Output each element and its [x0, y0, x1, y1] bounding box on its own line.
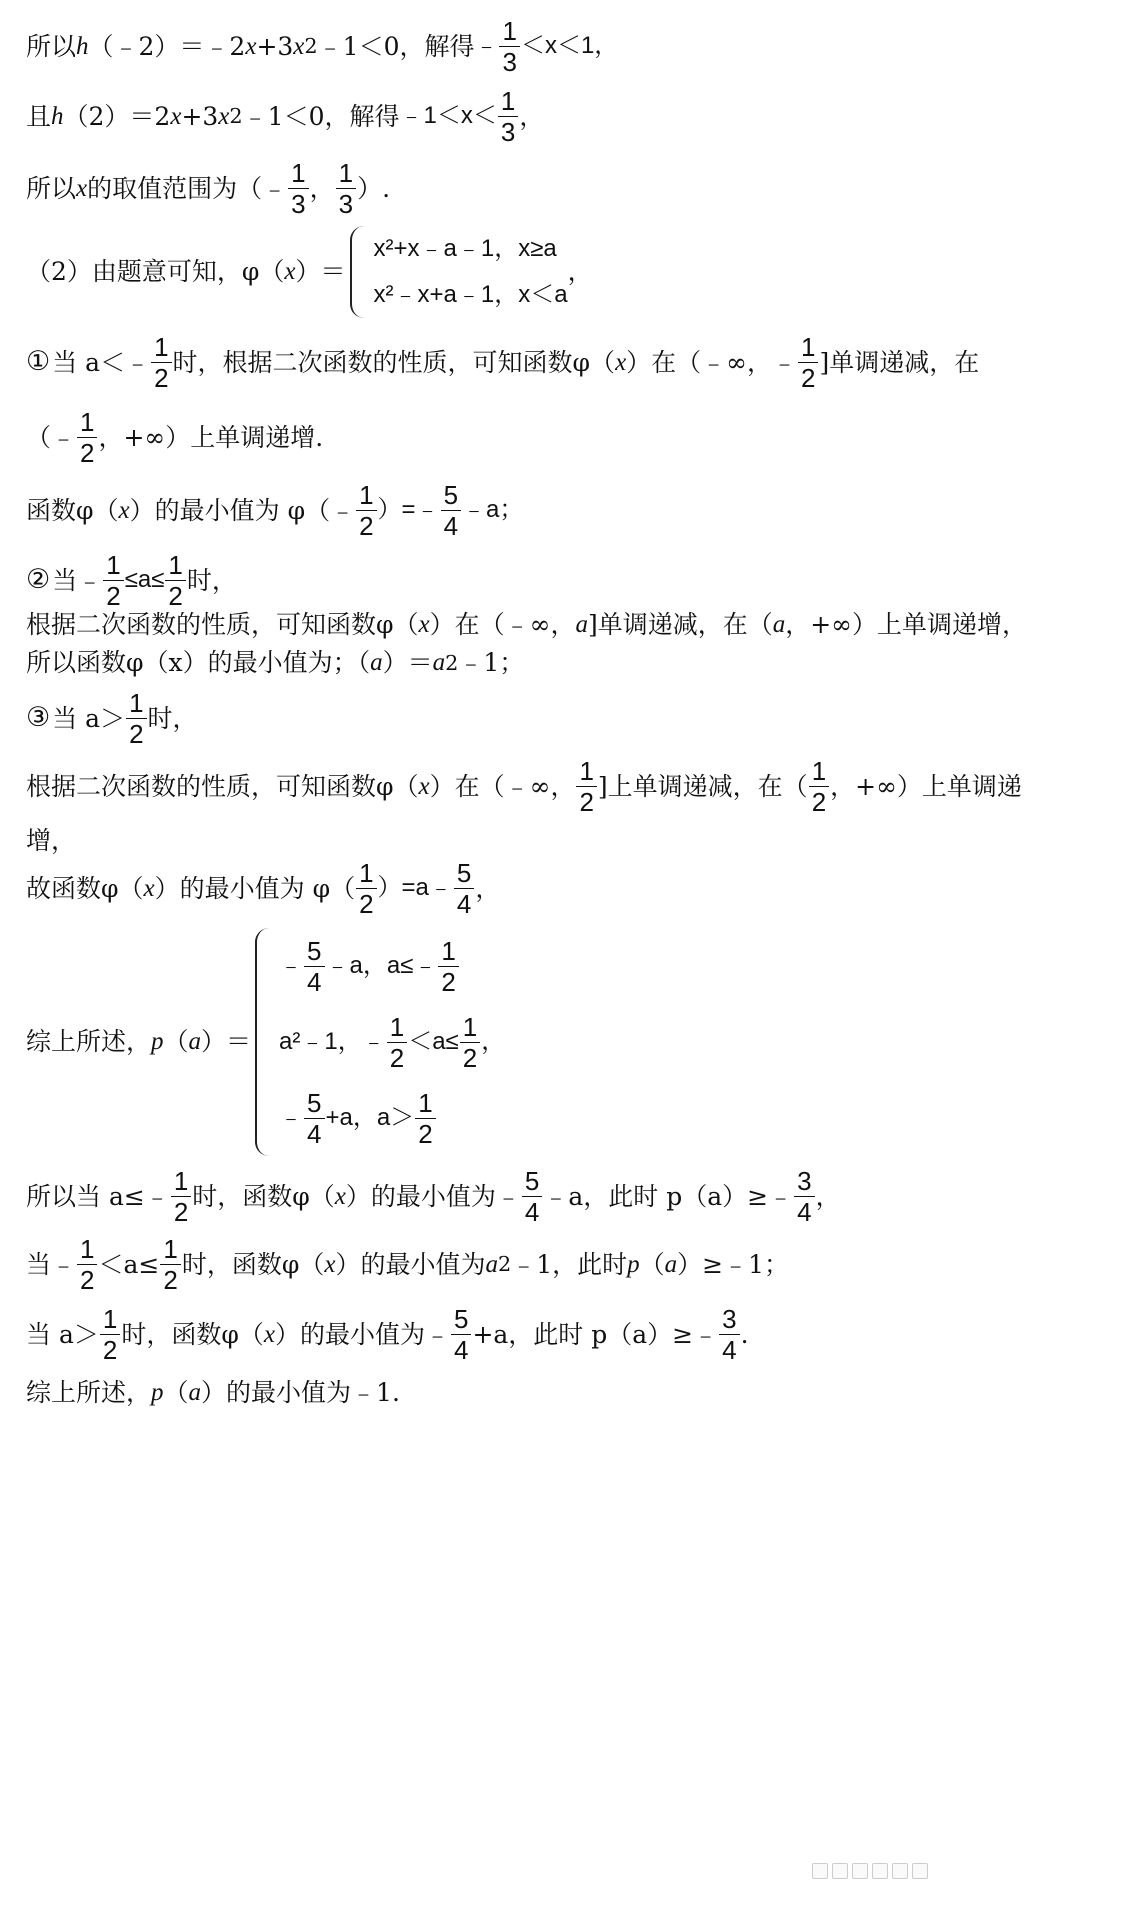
text: 当 a＜﹣	[52, 347, 151, 377]
text: 所以当 a≤﹣	[26, 1181, 170, 1211]
var-a: a	[485, 1250, 498, 1278]
text: ＜a≤	[98, 1249, 160, 1279]
denominator: 2	[173, 1197, 189, 1227]
toolbar-square-icon	[852, 1863, 868, 1879]
exponent: 2	[445, 650, 459, 675]
fraction	[522, 1168, 542, 1225]
numerator: 1	[77, 409, 97, 438]
var-x: x	[143, 874, 155, 902]
numerator: 1	[415, 1090, 435, 1119]
text: 当﹣	[52, 565, 103, 595]
text: +3	[256, 31, 294, 61]
exponent: 2	[304, 34, 318, 58]
toolbar-square-icon	[812, 1863, 828, 1879]
text: ）的最小值为	[335, 1249, 486, 1279]
numerator: 5	[304, 938, 324, 967]
var-x: x	[324, 1250, 336, 1278]
var-a: a	[575, 611, 588, 638]
text: 当 a＞	[26, 1319, 99, 1349]
circled-number: ②	[26, 564, 51, 596]
denominator: 3	[500, 117, 516, 147]
text: ，	[475, 873, 501, 903]
denominator: 2	[579, 787, 594, 817]
text: +a，此时 p（a）≥﹣	[472, 1319, 719, 1349]
var-x: x	[218, 102, 230, 130]
text: ，+∞）上单调递增，	[785, 610, 1027, 639]
text: ，	[519, 101, 545, 131]
var-p: p	[627, 1250, 640, 1278]
numerator: 3	[794, 1168, 814, 1197]
toolbar-square-icon	[912, 1863, 928, 1879]
toolbar-square-icon	[832, 1863, 848, 1879]
fraction	[794, 1168, 814, 1225]
denominator: 2	[129, 719, 144, 749]
line-18	[26, 1306, 749, 1363]
text: 时，函数φ（	[192, 1181, 335, 1211]
line-19	[26, 1378, 400, 1408]
denominator: 2	[418, 1118, 433, 1149]
var-p: p	[151, 1028, 164, 1055]
numerator: 1	[438, 938, 458, 967]
fraction	[103, 552, 123, 609]
text: （	[163, 1378, 189, 1407]
fraction	[288, 160, 308, 217]
denominator: 2	[389, 1042, 405, 1073]
numerator: 1	[171, 1168, 191, 1197]
fraction	[356, 482, 376, 539]
denominator: 4	[443, 511, 459, 541]
exponent: 2	[497, 1252, 512, 1276]
var-x: x	[284, 258, 296, 285]
denominator: 3	[291, 189, 306, 219]
var-h: h	[76, 32, 89, 60]
numerator: 1	[798, 334, 818, 363]
denominator: 2	[441, 966, 456, 997]
text: ﹣a，a≤﹣	[325, 951, 438, 979]
var-x: x	[418, 611, 430, 638]
fraction	[499, 18, 519, 75]
text: ）=a﹣	[377, 874, 453, 902]
numerator: 5	[304, 1090, 324, 1119]
fraction	[438, 935, 458, 997]
var-a: a	[432, 649, 446, 676]
fraction	[77, 1236, 97, 1293]
text: ]上单调递减，在（	[597, 771, 808, 801]
piecewise	[255, 928, 505, 1156]
fraction	[165, 552, 185, 609]
var-x: x	[170, 102, 182, 130]
fraction	[100, 1306, 120, 1363]
text: 时，	[186, 565, 237, 595]
numerator: 1	[356, 860, 376, 889]
text: ）的最小值为﹣1.	[201, 1378, 400, 1407]
text: 根据二次函数的性质，可知函数φ（	[26, 771, 419, 801]
denominator: 4	[797, 1197, 812, 1227]
text: ）的最小值为﹣	[345, 1181, 521, 1211]
circled-number: ③	[26, 702, 51, 734]
text: （	[163, 1027, 189, 1056]
var-h: h	[51, 102, 64, 130]
text: ）的最小值为﹣	[274, 1319, 450, 1349]
text: ﹣1＜0，解得	[242, 101, 400, 131]
line-8	[26, 552, 237, 609]
fraction	[77, 409, 97, 466]
fraction	[151, 334, 171, 391]
numerator: 1	[103, 552, 123, 581]
text: ）＝	[201, 1027, 252, 1056]
toolbar-square-icon	[872, 1863, 888, 1879]
fraction	[356, 860, 376, 917]
text: ，+∞）上单调递增.	[98, 422, 324, 452]
denominator: 4	[307, 966, 322, 997]
fraction	[160, 1236, 180, 1293]
brace	[350, 226, 366, 318]
denominator: 2	[462, 1042, 478, 1073]
var-x: x	[118, 496, 130, 524]
text: ﹣1；	[458, 648, 525, 677]
fraction	[387, 1011, 407, 1073]
numerator: 1	[288, 160, 308, 189]
brace	[255, 928, 271, 1156]
text: 所以	[26, 173, 77, 203]
denominator: 2	[359, 889, 374, 919]
denominator: 4	[453, 1335, 469, 1365]
numerator: 5	[454, 860, 474, 889]
line-16	[26, 1168, 841, 1225]
var-x: x	[293, 32, 305, 60]
numerator: 1	[336, 160, 356, 189]
var-x: x	[334, 1182, 346, 1210]
numerator: 1	[126, 690, 146, 719]
line-10	[26, 648, 524, 678]
line-9	[26, 610, 1027, 640]
text: 且	[26, 101, 52, 131]
text: （2）由题意可知，φ（	[26, 257, 285, 286]
text: ）＝	[295, 257, 346, 286]
fraction	[576, 758, 596, 815]
denominator: 2	[801, 363, 816, 393]
text: a²﹣1，﹣	[279, 1027, 386, 1055]
text: 时，函数φ（	[181, 1249, 325, 1279]
numerator: 5	[522, 1168, 542, 1197]
denominator: 2	[163, 1265, 178, 1295]
fraction	[126, 690, 146, 747]
text: 综上所述，	[26, 1027, 152, 1056]
text: +3	[181, 101, 219, 131]
text: ）=﹣	[377, 496, 440, 524]
line-2	[26, 88, 544, 145]
var-a: a	[188, 1379, 202, 1406]
var-x: x	[263, 1320, 275, 1348]
text: ）.	[357, 173, 391, 203]
denominator: 2	[80, 438, 95, 468]
numerator: 3	[719, 1306, 739, 1335]
line-13	[26, 826, 76, 856]
numerator: 1	[499, 18, 519, 47]
case-row	[279, 1011, 506, 1073]
text: 综上所述，	[26, 1378, 152, 1407]
text: ）在（﹣∞，﹣	[626, 347, 797, 377]
denominator: 2	[168, 581, 183, 611]
fraction	[441, 482, 461, 539]
line-4	[26, 226, 593, 318]
line-3	[26, 160, 390, 217]
circled-number: ①	[26, 346, 51, 378]
text: 函数φ（	[26, 495, 119, 525]
text: 的取值范围为（﹣	[87, 173, 288, 203]
denominator: 2	[811, 787, 827, 817]
text: 当 a＞	[52, 703, 126, 733]
text: ）在（﹣∞，	[429, 610, 576, 639]
text: ﹣a，此时 p（a）≥﹣	[543, 1181, 794, 1211]
fraction	[336, 160, 356, 217]
var-x: x	[245, 32, 257, 60]
numerator: 5	[441, 482, 461, 511]
numerator: 1	[387, 1014, 407, 1043]
denominator: 3	[502, 47, 517, 77]
line-11	[26, 690, 198, 747]
numerator: 1	[77, 1236, 97, 1265]
numerator: 1	[498, 88, 518, 117]
text: ＜a≤	[408, 1027, 459, 1055]
numerator: 1	[460, 1014, 480, 1043]
numerator: 1	[356, 482, 376, 511]
denominator: 2	[80, 1265, 95, 1295]
text: 所以	[26, 31, 77, 61]
text: （﹣2）＝﹣2	[88, 31, 246, 61]
var-p: p	[151, 1379, 164, 1406]
text: .	[740, 1319, 749, 1349]
text: ，	[567, 257, 593, 286]
line-17	[26, 1236, 789, 1293]
text: ＜x＜1，	[520, 32, 619, 60]
watermark-toolbar	[812, 1863, 928, 1879]
numerator: 1	[160, 1236, 180, 1265]
text: （2）＝2	[63, 101, 171, 131]
numerator: 1	[151, 334, 171, 363]
text: ）在（﹣∞，	[429, 771, 576, 801]
case-row	[279, 935, 505, 997]
text: ]单调递减，在（	[587, 610, 773, 639]
denominator: 2	[359, 511, 374, 541]
text: ）的最小值为 φ（	[154, 873, 356, 903]
text: ﹣1＜0，解得	[317, 31, 475, 61]
denominator: 4	[307, 1118, 322, 1149]
case-row	[279, 1087, 505, 1149]
text: ，	[309, 173, 335, 203]
fraction	[171, 1168, 191, 1225]
fraction	[454, 860, 474, 917]
piecewise	[350, 226, 568, 318]
text: （﹣	[26, 422, 77, 452]
text: 时，根据二次函数的性质，可知函数φ（	[172, 347, 616, 377]
fraction	[460, 1011, 480, 1073]
denominator: 2	[102, 1335, 118, 1365]
text: 当﹣	[26, 1249, 77, 1279]
toolbar-square-icon	[892, 1863, 908, 1879]
text: ，	[481, 1027, 506, 1055]
var-a: a	[370, 649, 383, 676]
fraction	[719, 1306, 739, 1363]
var-x: x	[615, 348, 627, 376]
text: 增，	[26, 826, 77, 855]
line-1: 所以 h （﹣2）＝﹣2 x +3 x 2 ﹣1＜0，解得 ﹣ $\frac{1}{3}$ ＜x＜1，	[26, 16, 619, 77]
text: +a，a＞	[325, 1103, 415, 1131]
fraction	[498, 88, 518, 145]
text: 根据二次函数的性质，可知函数φ（	[26, 610, 419, 639]
var-x: x	[418, 772, 430, 800]
text: ﹣1＜x＜	[399, 102, 497, 130]
numerator: 1	[809, 758, 829, 787]
fraction	[451, 1306, 471, 1363]
text: ，+∞）上单调递	[830, 771, 1022, 801]
text: 时，函数φ（	[121, 1319, 264, 1349]
text: ，	[815, 1181, 841, 1211]
text: ）＝	[382, 648, 433, 677]
case-row: x²﹣x+a﹣1，x＜a	[373, 280, 568, 308]
text: 故函数φ（	[26, 873, 144, 903]
denominator: 2	[154, 363, 169, 393]
text: （	[639, 1249, 665, 1279]
numerator: 5	[451, 1306, 471, 1335]
numerator: 1	[165, 552, 185, 581]
denominator: 4	[524, 1197, 540, 1227]
var-a: a	[188, 1028, 202, 1055]
fraction	[415, 1087, 435, 1149]
text: ﹣	[279, 1103, 304, 1131]
var-x: x	[76, 174, 88, 202]
exponent: 2	[229, 104, 243, 128]
denominator: 4	[722, 1335, 737, 1365]
line-7	[26, 482, 523, 539]
fraction	[304, 935, 324, 997]
text: 时，	[147, 703, 198, 733]
denominator: 3	[338, 189, 354, 219]
text: ）的最小值为 φ（﹣	[129, 495, 356, 525]
line-12	[26, 758, 1022, 815]
text: ）≥﹣1；	[677, 1249, 789, 1279]
fraction	[304, 1087, 324, 1149]
denominator: 4	[456, 889, 472, 919]
case-row: x²+x﹣a﹣1，x≥a	[373, 234, 557, 262]
text: ≤a≤	[124, 566, 165, 594]
numerator: 1	[100, 1306, 120, 1335]
var-a: a	[664, 1250, 678, 1278]
line-5	[26, 334, 979, 391]
text: ﹣a；	[462, 496, 524, 524]
text: ﹣1，此时	[511, 1249, 628, 1279]
line-15	[26, 928, 505, 1156]
fraction	[809, 758, 829, 815]
denominator: 2	[106, 581, 121, 611]
line-6	[26, 409, 323, 466]
var-a: a	[772, 611, 786, 638]
text: 所以函数φ（x）的最小值为；（	[26, 648, 371, 677]
line-14	[26, 860, 500, 917]
text: ]单调递减，在	[819, 347, 980, 377]
fraction	[798, 334, 818, 391]
numerator: 1	[576, 758, 596, 787]
text: ﹣	[279, 951, 304, 979]
